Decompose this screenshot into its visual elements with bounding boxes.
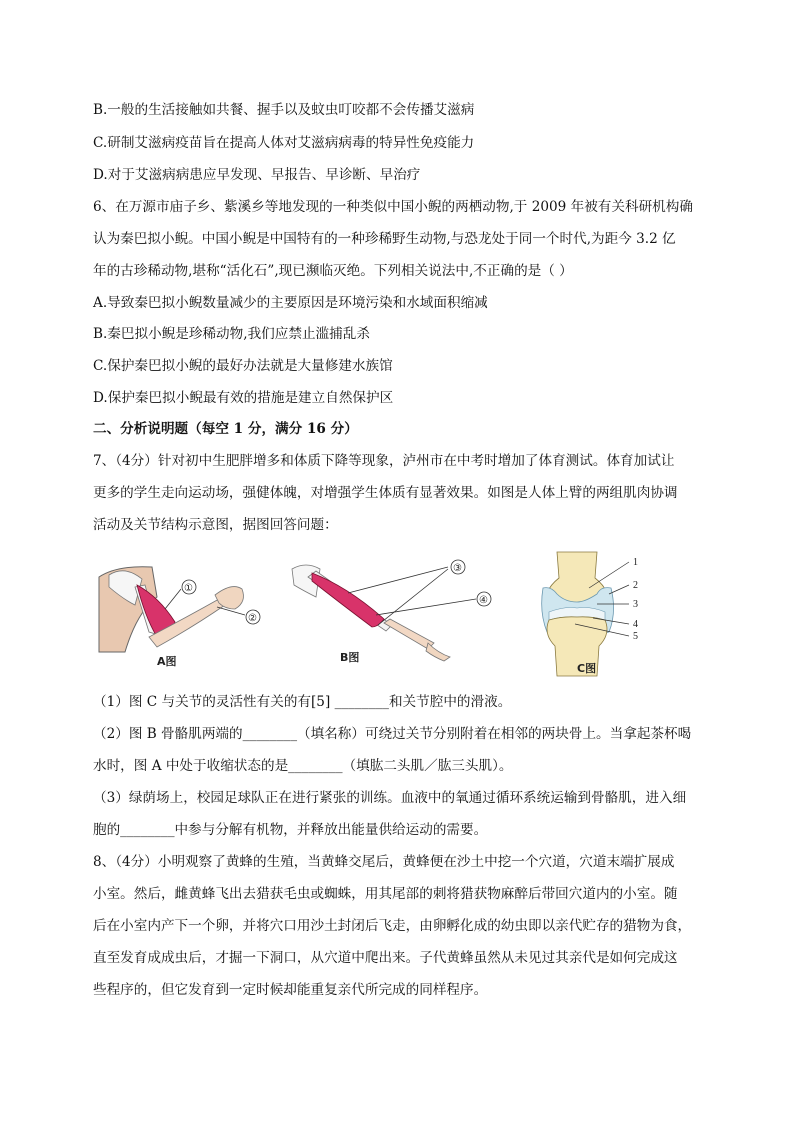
- question-7-sub-3-line-2: 胞的________中参与分解有机物，并释放出能量供给运动的需要。: [93, 822, 488, 838]
- pointer-line-3b: [378, 569, 448, 625]
- label-c4: 4: [633, 619, 638, 630]
- figure-c-joint: [535, 548, 655, 680]
- label-4: ④: [479, 595, 488, 606]
- option-c-salamander: C.保护秦巴拟小鲵的最好办法就是大量修建水族馆: [93, 358, 393, 374]
- forearm: [384, 619, 434, 649]
- question-8-line-1: 8、（4分）小明观察了黄蜂的生殖，当黄蜂交尾后，黄蜂便在沙土中挖一个穴道，穴道末端扩展成: [93, 854, 675, 870]
- question-8-line-4: 直至发育成成虫后，才掘一下洞口，从穴道中爬出来。子代黄蜂虽然从未见过其亲代是如何完成这: [93, 950, 678, 966]
- option-d-salamander: D.保护秦巴拟小鲵最有效的措施是建立自然保护区: [93, 390, 394, 406]
- section-2-heading: 二、分析说明题（每空 1 分，满分 16 分）: [93, 421, 358, 437]
- figure-b-arm-extended: [288, 557, 498, 667]
- hand: [426, 643, 450, 661]
- option-c-aids: C.研制艾滋病疫苗旨在提高人体对艾滋病病毒的特异性免疫能力: [93, 135, 475, 151]
- label-1: ①: [184, 583, 193, 594]
- question-6-line-2: 认为秦巴拟小鲵。中国小鲵是中国特有的一种珍稀野生动物,与恐龙处于同一个时代,为距今 3.2 亿: [93, 231, 676, 247]
- option-d-aids: D.对于艾滋病病患应早发现、早报告、早诊断、早治疗: [93, 167, 421, 183]
- option-b-aids: B.一般的生活接触如共餐、握手以及蚊虫叮咬都不会传播艾滋病: [93, 102, 475, 118]
- question-6-line-3: 年的古珍稀动物,堪称“活化石”,现已濒临灭绝。下列相关说法中,不正确的是（ ）: [93, 263, 573, 279]
- question-7-sub-3-line-1: （3）绿荫场上，校园足球队正在进行紧张的训练。血液中的氧通过循环系统运输到骨骼肌，进入细: [93, 790, 687, 806]
- question-8-line-2: 小室。然后，雌黄蜂飞出去猎获毛虫或蜘蛛，用其尾部的刺将猎获物麻醉后带回穴道内的小室。随: [93, 886, 678, 902]
- biceps-muscle: [312, 573, 384, 627]
- label-c3: 3: [633, 599, 638, 610]
- question-6-line-1: 6、在万源市庙子乡、紫溪乡等地发现的一种类似中国小鲵的两栖动物,于 2009 年被有关科研机构确: [93, 199, 693, 215]
- figure-a-caption: A图: [157, 655, 177, 668]
- label-2: ②: [248, 613, 257, 624]
- question-7-line-3: 活动及关节结构示意图，据图回答问题：: [93, 517, 338, 533]
- question-7-line-2: 更多的学生走向运动场，强健体魄，对增强学生体质有显著效果。如图是人体上臂的两组肌肉协调: [93, 485, 678, 501]
- figure-c-caption: C图: [577, 662, 597, 675]
- pointer-line-3: [348, 567, 448, 593]
- label-3: ③: [453, 563, 462, 574]
- question-7-sub-2-line-2: 水时，图 A 中处于收缩状态的是________（填肱二头肌／肱三头肌）。: [93, 758, 513, 774]
- figure-b-caption: B图: [340, 651, 360, 664]
- pointer-line-4: [376, 599, 476, 615]
- pointer-line-c2: [609, 585, 629, 594]
- question-7-sub-1: （1）图 C 与关节的灵活性有关的有[5] ________和关节腔中的滑液。: [93, 694, 512, 710]
- pointer-line-1: [165, 589, 181, 609]
- label-c1: 1: [633, 557, 638, 568]
- option-a-salamander: A.导致秦巴拟小鲵数量减少的主要原因是环境污染和水域面积缩减: [93, 295, 488, 311]
- question-8-line-3: 后在小室内产下一个卵，并将穴口用沙土封闭后飞走，由卵孵化成的幼虫即以亲代贮存的猎物为食，: [93, 918, 692, 934]
- label-c2: 2: [633, 580, 638, 591]
- question-8-line-5: 些程序的，但它发育到一定时候却能重复亲代所完成的同样程序。: [93, 982, 488, 998]
- figure-a-arm-flexed: [97, 557, 277, 672]
- label-c5: 5: [633, 631, 638, 642]
- option-b-salamander: B.秦巴拟小鲵是珍稀动物,我们应禁止滥捕乱杀: [93, 326, 370, 342]
- question-7-sub-2-line-1: （2）图 B 骨骼肌两端的________（填名称）可绕过关节分别附着在相邻的两块骨上。当拿起茶杯喝: [93, 726, 692, 742]
- question-7-line-1: 7、（4分）针对初中生肥胖增多和体质下降等现象，泸州市在中考时增加了体育测试。体育加试让: [93, 453, 675, 469]
